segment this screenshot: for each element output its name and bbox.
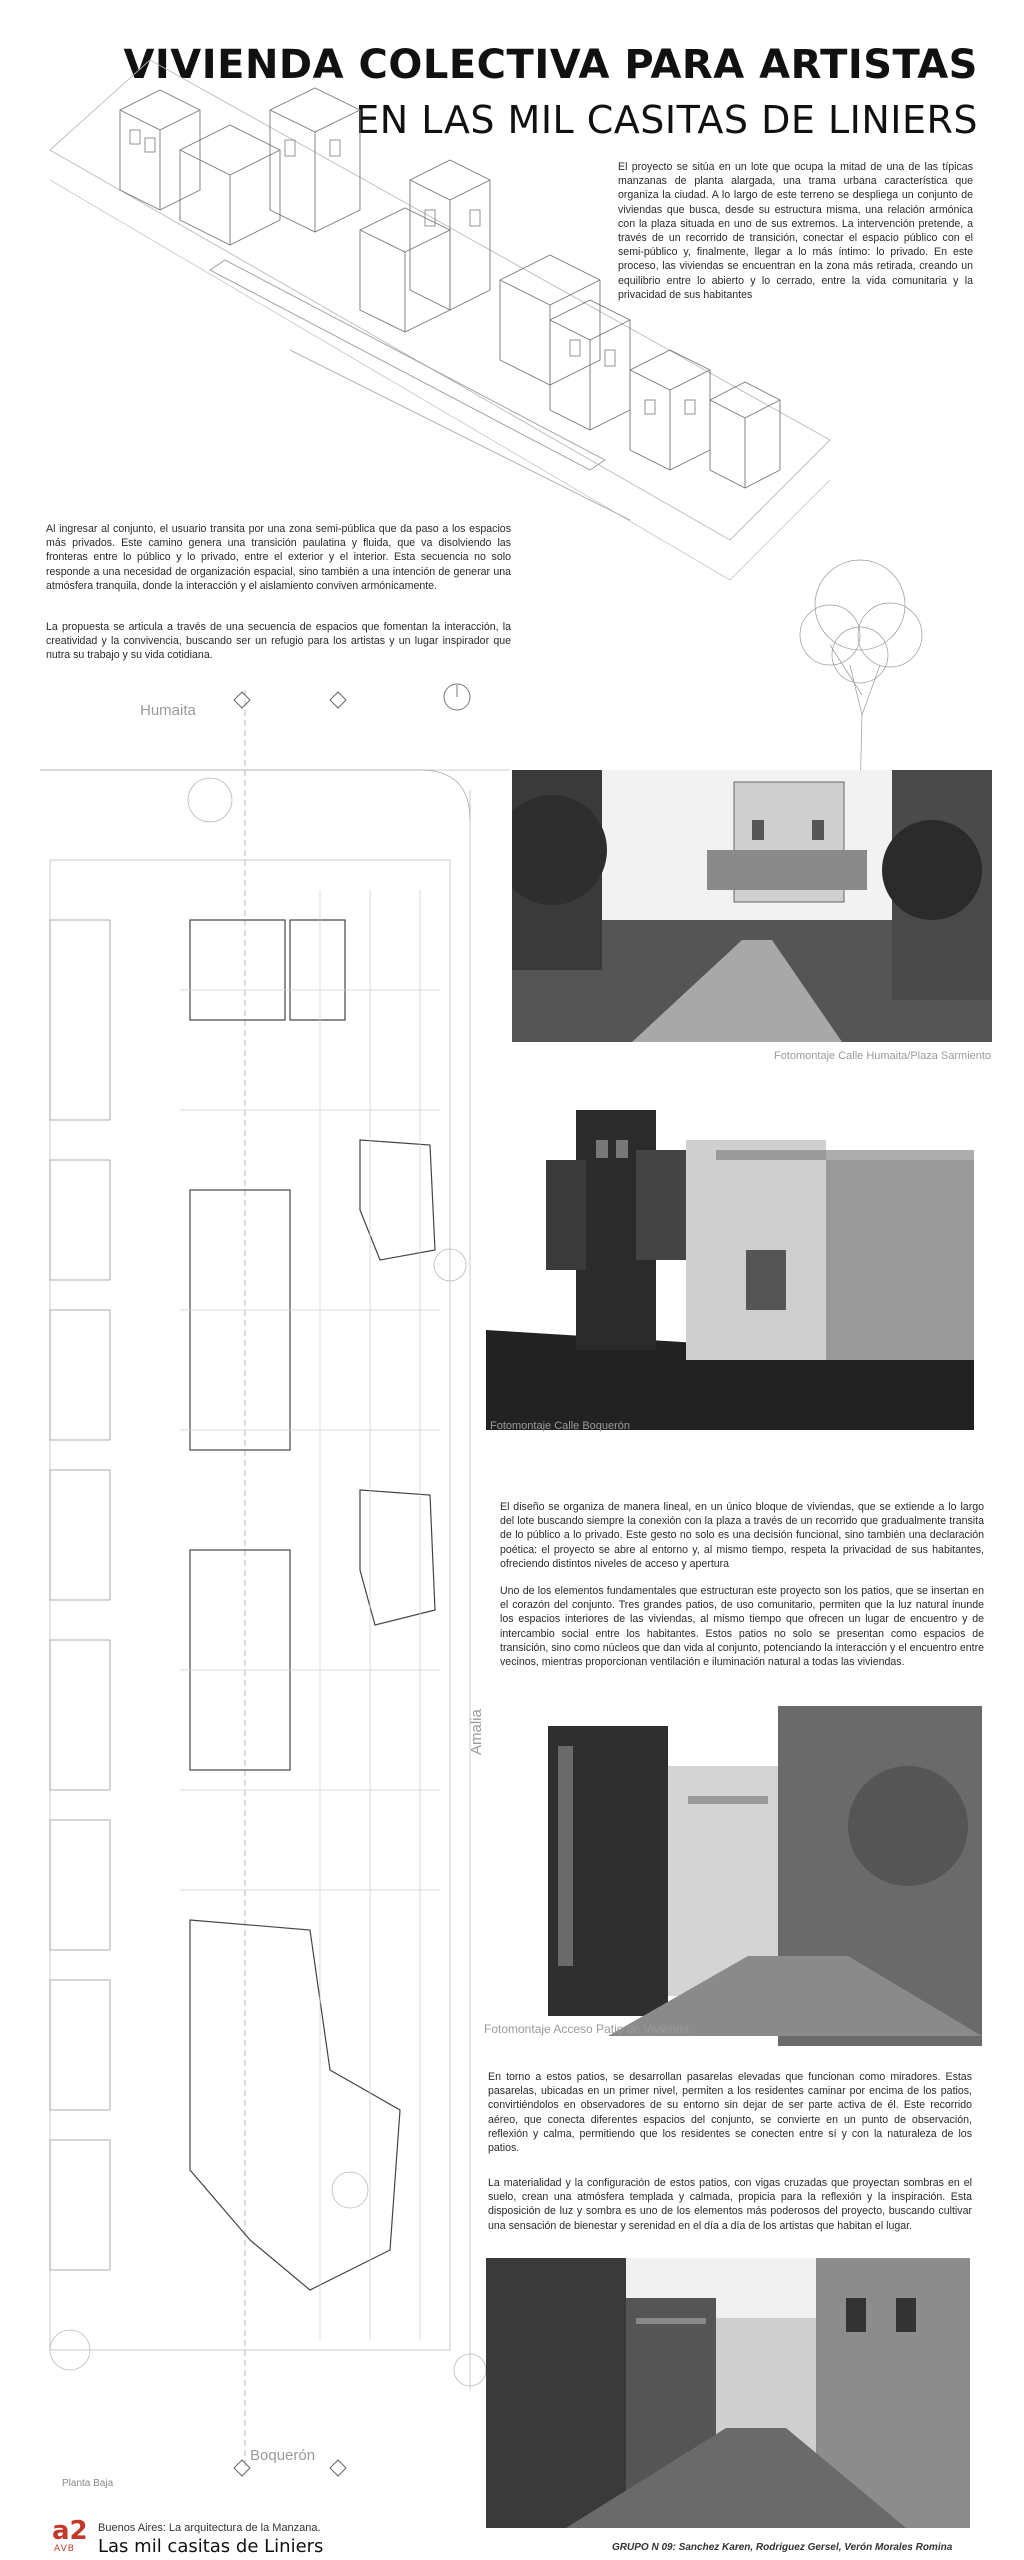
design-paragraph: El diseño se organiza de manera lineal, en un único bloque de viviendas, que se extiende a lo largo del lote buscando siempre la conexión con la plaza a través de un recorrido que gradualmente transita de lo público a lo privado. Este gesto no solo es una decisión funcional, sino también una declaración poética: el proyecto se abre al entorno y, al mismo tiempo, respeta la privacidad de sus habitantes, ofreciendo distintos niveles de acceso y apertura bbox=[500, 1501, 984, 1570]
patios-paragraph: Uno de los elementos fundamentales que estructuran este proyecto son los patios, que se insertan en el corazón del conjunto. Tres grandes patios, de uso comunitario, permiten que la luz natural inunde los espacios interiores de las viviendas, al mismo tiempo que ofrecen un lugar de encuentro y de intercambio social entre los habitantes. Estos patios no solo se presentan como espacios de transición, sino como núcleos que dan vida al conjunto, potenciando la interacción y el encuentro entre vecinos, mientras proporcionan ventilación e iluminación natural a todas las viviendas. bbox=[500, 1585, 984, 1669]
title-line-1: VIVIENDA COLECTIVA PARA ARTISTAS bbox=[123, 42, 978, 88]
photo-patio-interior bbox=[486, 2258, 970, 2528]
walkways-paragraph: En torno a estos patios, se desarrollan pasarelas elevadas que funcionan como miradores. Estas pasarelas, ubicadas en un primer nivel, permiten a los residentes caminar por encima de los patios, convirtiéndolos en observadores de su entorno sin dejar de ser parte activa de él. Este recorrido aéreo, que conecta diferentes espacios del conjunto, se convierte en un punto de observación, reflexión y calma, permitiendo que los residentes se conecten entre sí y con la naturaleza de los patios. bbox=[488, 2071, 972, 2155]
caption-photo-3: Fotomontaje Acceso Patio de Vivienda bbox=[484, 2022, 690, 2036]
photo-boqueron bbox=[486, 1100, 974, 1430]
footer-group: GRUPO N 09: Sanchez Karen, Rodriguez Gersel, Verón Morales Romina bbox=[612, 2542, 953, 2553]
footer-subtitle: Buenos Aires: La arquitectura de la Manzana. bbox=[98, 2522, 321, 2534]
entry-paragraph: Al ingresar al conjunto, el usuario transita por una zona semi-pública que da paso a los espacios más privados. Este camino genera una transición paulatina y fluida, que va disolviendo las fronteras entre lo público y lo privado, entre el exterior y el interior. Esta secuencia no solo responde a una necesidad de organización espacial, sino también a una intención de generar una atmósfera tranquila, donde la interacción y el aislamiento conviven armónicamente. bbox=[46, 523, 511, 592]
photo-patio-access bbox=[548, 1706, 982, 2046]
plan-label: Planta Baja bbox=[62, 2478, 114, 2489]
proposal-paragraph: La propuesta se articula a través de una secuencia de espacios que fomentan la interacción, la creatividad y la convivencia, buscando ser un refugio para los artistas y un lugar inspirador que nutra su trabajo y su vida cotidiana. bbox=[46, 621, 511, 662]
section-marker-icon bbox=[328, 2458, 348, 2478]
intro-paragraph: El proyecto se sitúa en un lote que ocupa la mitad de una de las típicas manzanas de planta alargada, una trama urbana característica que organiza la ciudad. A lo largo de este terreno se despliega un conjunto de viviendas que busca, desde su estructura misma, una relación armónica con la plaza situada en uno de sus extremos. La intervención pretende, a través de un recorrido de transición, conectar el espacio público con el semi-público y, finalmente, llegar a lo más íntimo: lo privado. En este proceso, las viviendas se encuentran en la zona más retirada, creando un equilibrio entre lo abierto y lo cerrado, entre la vida comunitaria y la privacidad de sus habitantes bbox=[618, 161, 973, 301]
logo-main: a2 bbox=[52, 2516, 88, 2546]
street-label-humaita: Humaita bbox=[140, 702, 196, 719]
section-marker-icon bbox=[328, 690, 348, 710]
ground-floor-plan bbox=[40, 690, 510, 2470]
caption-photo-1: Fotomontaje Calle Humaita/Plaza Sarmiento bbox=[774, 1050, 992, 1062]
photo-humaita-plaza bbox=[512, 770, 992, 1042]
section-marker-icon bbox=[232, 690, 252, 710]
logo-sub: AVB bbox=[54, 2544, 75, 2554]
street-label-amalia: Amalia bbox=[468, 1709, 485, 1755]
title-line-2: EN LAS MIL CASITAS DE LINIERS bbox=[355, 98, 978, 142]
materiality-paragraph: La materialidad y la configuración de estos patios, con vigas cruzadas que proyectan sombras en el suelo, crean una atmósfera templada y calmada, propicia para la reflexión y la inspiración. Esta disposición de luz y sombra es uno de los elementos más poderosos del proyecto, buscando cultivar una sensación de bienestar y serenidad en el día a día de los artistas que habitan el lugar. bbox=[488, 2177, 972, 2232]
footer-title: Las mil casitas de Liniers bbox=[98, 2536, 324, 2557]
caption-photo-2: Fotomontaje Calle Boquerón bbox=[490, 1420, 631, 1432]
section-marker-icon bbox=[232, 2458, 252, 2478]
street-label-boqueron: Boquerón bbox=[250, 2447, 316, 2464]
tree-sketch bbox=[780, 545, 940, 795]
